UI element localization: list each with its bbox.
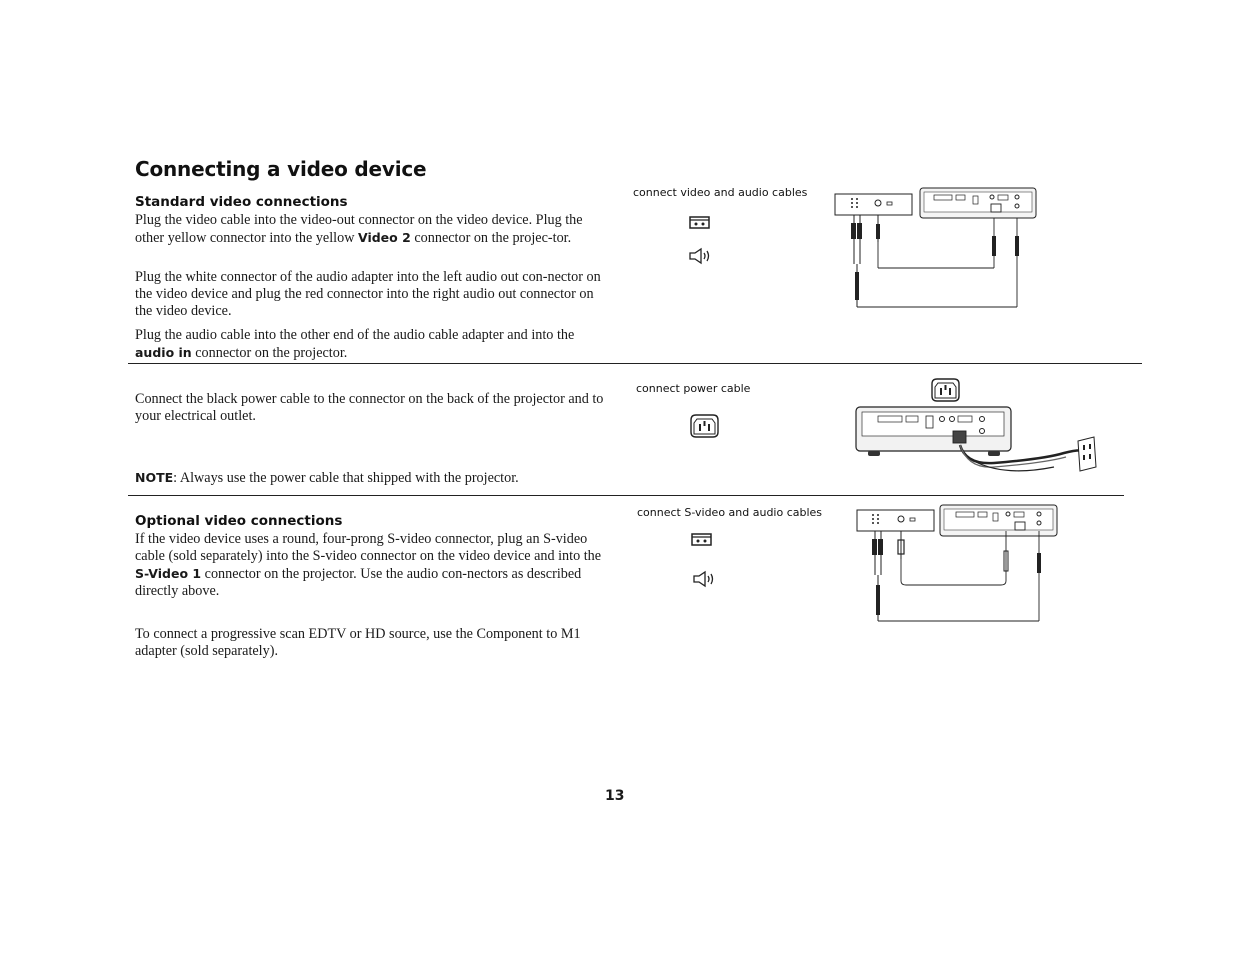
speaker-icon — [689, 248, 713, 264]
standard-paragraph-2: Plug the white connector of the audio adapter into the left audio out con-nector on the video device and plug the red connector into the right audio out connector on the video device. — [135, 269, 601, 319]
optional-heading: Optional video connections — [135, 513, 343, 529]
power-socket-icon — [931, 378, 961, 402]
power-socket-icon — [690, 414, 720, 438]
page-number: 13 — [605, 788, 625, 804]
speaker-icon — [693, 571, 717, 587]
standard-heading: Standard video connections — [135, 194, 348, 210]
optional-paragraph-2: To connect a progressive scan EDTV or HD source, use the Component to M1 adapter (sold separately). — [135, 626, 581, 659]
section-divider — [128, 495, 1124, 496]
video-audio-connection-diagram — [834, 186, 1038, 310]
caption-video-audio: connect video and audio cables — [633, 186, 808, 199]
caption-svideo-audio: connect S-video and audio cables — [637, 506, 823, 519]
standard-paragraph-1: Plug the video cable into the video-out connector on the video device. Plug the other yellow connector into the yellow Video 2 connector on the projec-tor. — [135, 212, 583, 246]
section-divider — [128, 363, 1142, 364]
power-paragraph: Connect the black power cable to the connector on the back of the projector and to your electrical outlet. — [135, 391, 604, 424]
power-connection-diagram — [854, 405, 1100, 477]
caption-power: connect power cable — [636, 382, 751, 395]
optional-paragraph-1: If the video device uses a round, four-prong S-video connector, plug an S-video cable (sold separately) into the S-video connector on the video device and into the S-Video 1 connector on the projector. Use the audio con-nectors as described directly above. — [135, 531, 602, 599]
video-connector-icon — [691, 533, 713, 547]
standard-paragraph-3: Plug the audio cable into the other end of the audio cable adapter and into the audio in connector on the projector. — [135, 327, 575, 361]
power-note: NOTE: Always use the power cable that shipped with the projector. — [135, 470, 519, 486]
svideo-audio-connection-diagram — [856, 503, 1060, 627]
video-connector-icon — [689, 216, 711, 230]
page-title: Connecting a video device — [135, 157, 427, 181]
